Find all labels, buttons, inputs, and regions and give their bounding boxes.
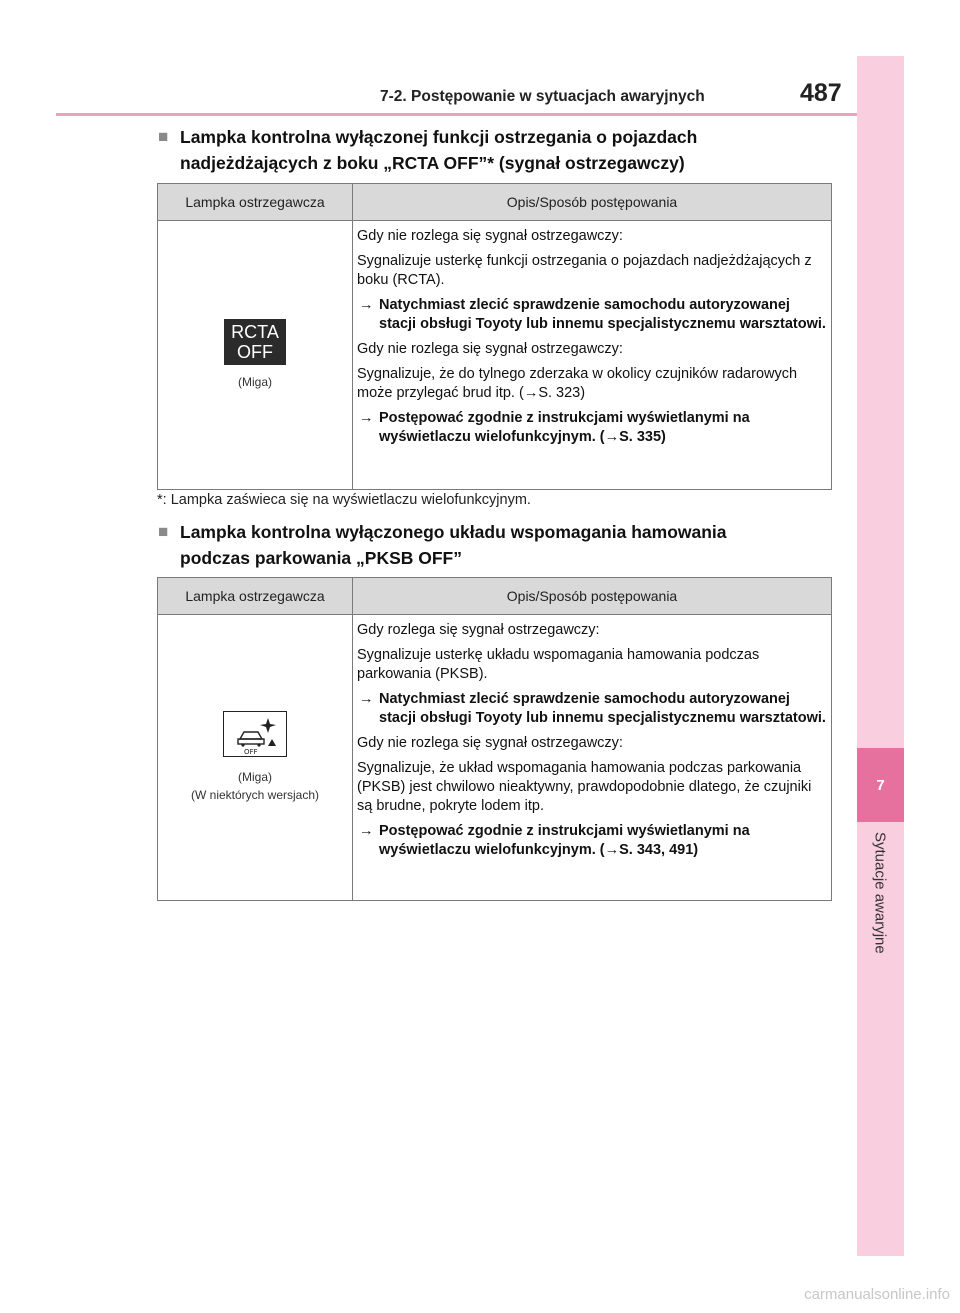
desc-cell	[353, 615, 832, 901]
chapter-number: 7	[857, 748, 904, 822]
pksb-off-icon	[223, 711, 287, 757]
col-desc-header: Opis/Sposób postępowania	[353, 578, 832, 615]
section-title: 7-2. Postępowanie w sytuacjach awaryjnych	[380, 88, 705, 105]
section1-table	[157, 183, 832, 490]
lamp-cell	[158, 615, 353, 901]
desc-cell	[353, 221, 832, 490]
arrow-icon: →	[359, 410, 374, 426]
side-tab	[857, 56, 904, 1256]
watermark: carmanualsonline.info	[804, 1286, 950, 1303]
col-lamp-header: Lampka ostrzegawcza	[158, 184, 353, 221]
condition-text: Gdy nie rozlega się sygnał ostrzegawczy:	[357, 735, 623, 751]
action-text: → Natychmiast zlecić sprawdzenie samochodu autoryzowanej stacji obsługi Toyoty lub innemu specjalistycznemu warsztatowi.	[359, 691, 826, 726]
action-text: → Natychmiast zlecić sprawdzenie samochodu autoryzowanej stacji obsługi Toyoty lub innemu specjalistycznemu warsztatowi.	[359, 297, 826, 332]
icon-caption: (Miga) (W niektórych wersjach)	[190, 770, 320, 802]
section1-heading	[158, 124, 838, 176]
bullet-icon: ■	[158, 522, 169, 541]
chapter-title: Sytuacje awaryjne	[871, 832, 889, 954]
svg-text:OFF: OFF	[244, 748, 258, 756]
footnote: *: Lampka zaświeca się na wyświetlaczu wielofunkcyjnym.	[157, 492, 531, 508]
action-text: → Postępować zgodnie z instrukcjami wyświetlanymi na wyświetlaczu wielofunkcyjnym. (→S. 335)	[359, 410, 750, 445]
rcta-off-icon: RCTA OFF	[224, 319, 286, 365]
section2-heading	[158, 519, 838, 571]
description-text: Sygnalizuje, że do tylnego zderzaka w okolicy czujników radarowych może przylegać brud itp. (→S. 323)	[357, 366, 798, 401]
page-number: 487	[800, 79, 842, 107]
condition-text: Gdy nie rozlega się sygnał ostrzegawczy:	[357, 228, 623, 244]
description-text: Sygnalizuje usterkę układu wspomagania hamowania podczas parkowania (PKSB).	[357, 647, 760, 682]
col-desc-header: Opis/Sposób postępowania	[353, 184, 832, 221]
description-text: Sygnalizuje, że układ wspomagania hamowania podczas parkowania (PKSB) jest chwilowo nieaktywny, prawdopodobnie dlatego, że czujniki są brudne, pokryte lodem itp.	[357, 760, 812, 814]
action-text: → Postępować zgodnie z instrukcjami wyświetlanymi na wyświetlaczu wielofunkcyjnym. (→S. 343, 491)	[359, 823, 750, 858]
lamp-cell	[158, 221, 353, 490]
condition-text: Gdy rozlega się sygnał ostrzegawczy:	[357, 622, 600, 638]
condition-text: Gdy nie rozlega się sygnał ostrzegawczy:	[357, 341, 623, 357]
car-sensor-icon	[224, 712, 286, 756]
header-rule	[56, 113, 857, 116]
arrow-icon: →	[359, 691, 374, 707]
section1-heading-line2: nadjeżdżających z boku „RCTA OFF”* (sygnał ostrzegawczy)	[180, 153, 685, 173]
col-lamp-header: Lampka ostrzegawcza	[158, 578, 353, 615]
description-text: Sygnalizuje usterkę funkcji ostrzegania o pojazdach nadjeżdżających z boku (RCTA).	[357, 253, 812, 288]
bullet-icon: ■	[158, 127, 169, 146]
section1-heading-line1: Lampka kontrolna wyłączonej funkcji ostrzegania o pojazdach	[180, 127, 698, 147]
section2-table	[157, 577, 832, 901]
icon-caption: (Miga)	[237, 375, 272, 389]
arrow-icon: →	[359, 297, 374, 313]
arrow-icon: →	[359, 823, 374, 839]
section2-heading-line1: Lampka kontrolna wyłączonego układu wspomagania hamowania	[180, 522, 727, 542]
section2-heading-line2: podczas parkowania „PKSB OFF”	[180, 548, 462, 568]
